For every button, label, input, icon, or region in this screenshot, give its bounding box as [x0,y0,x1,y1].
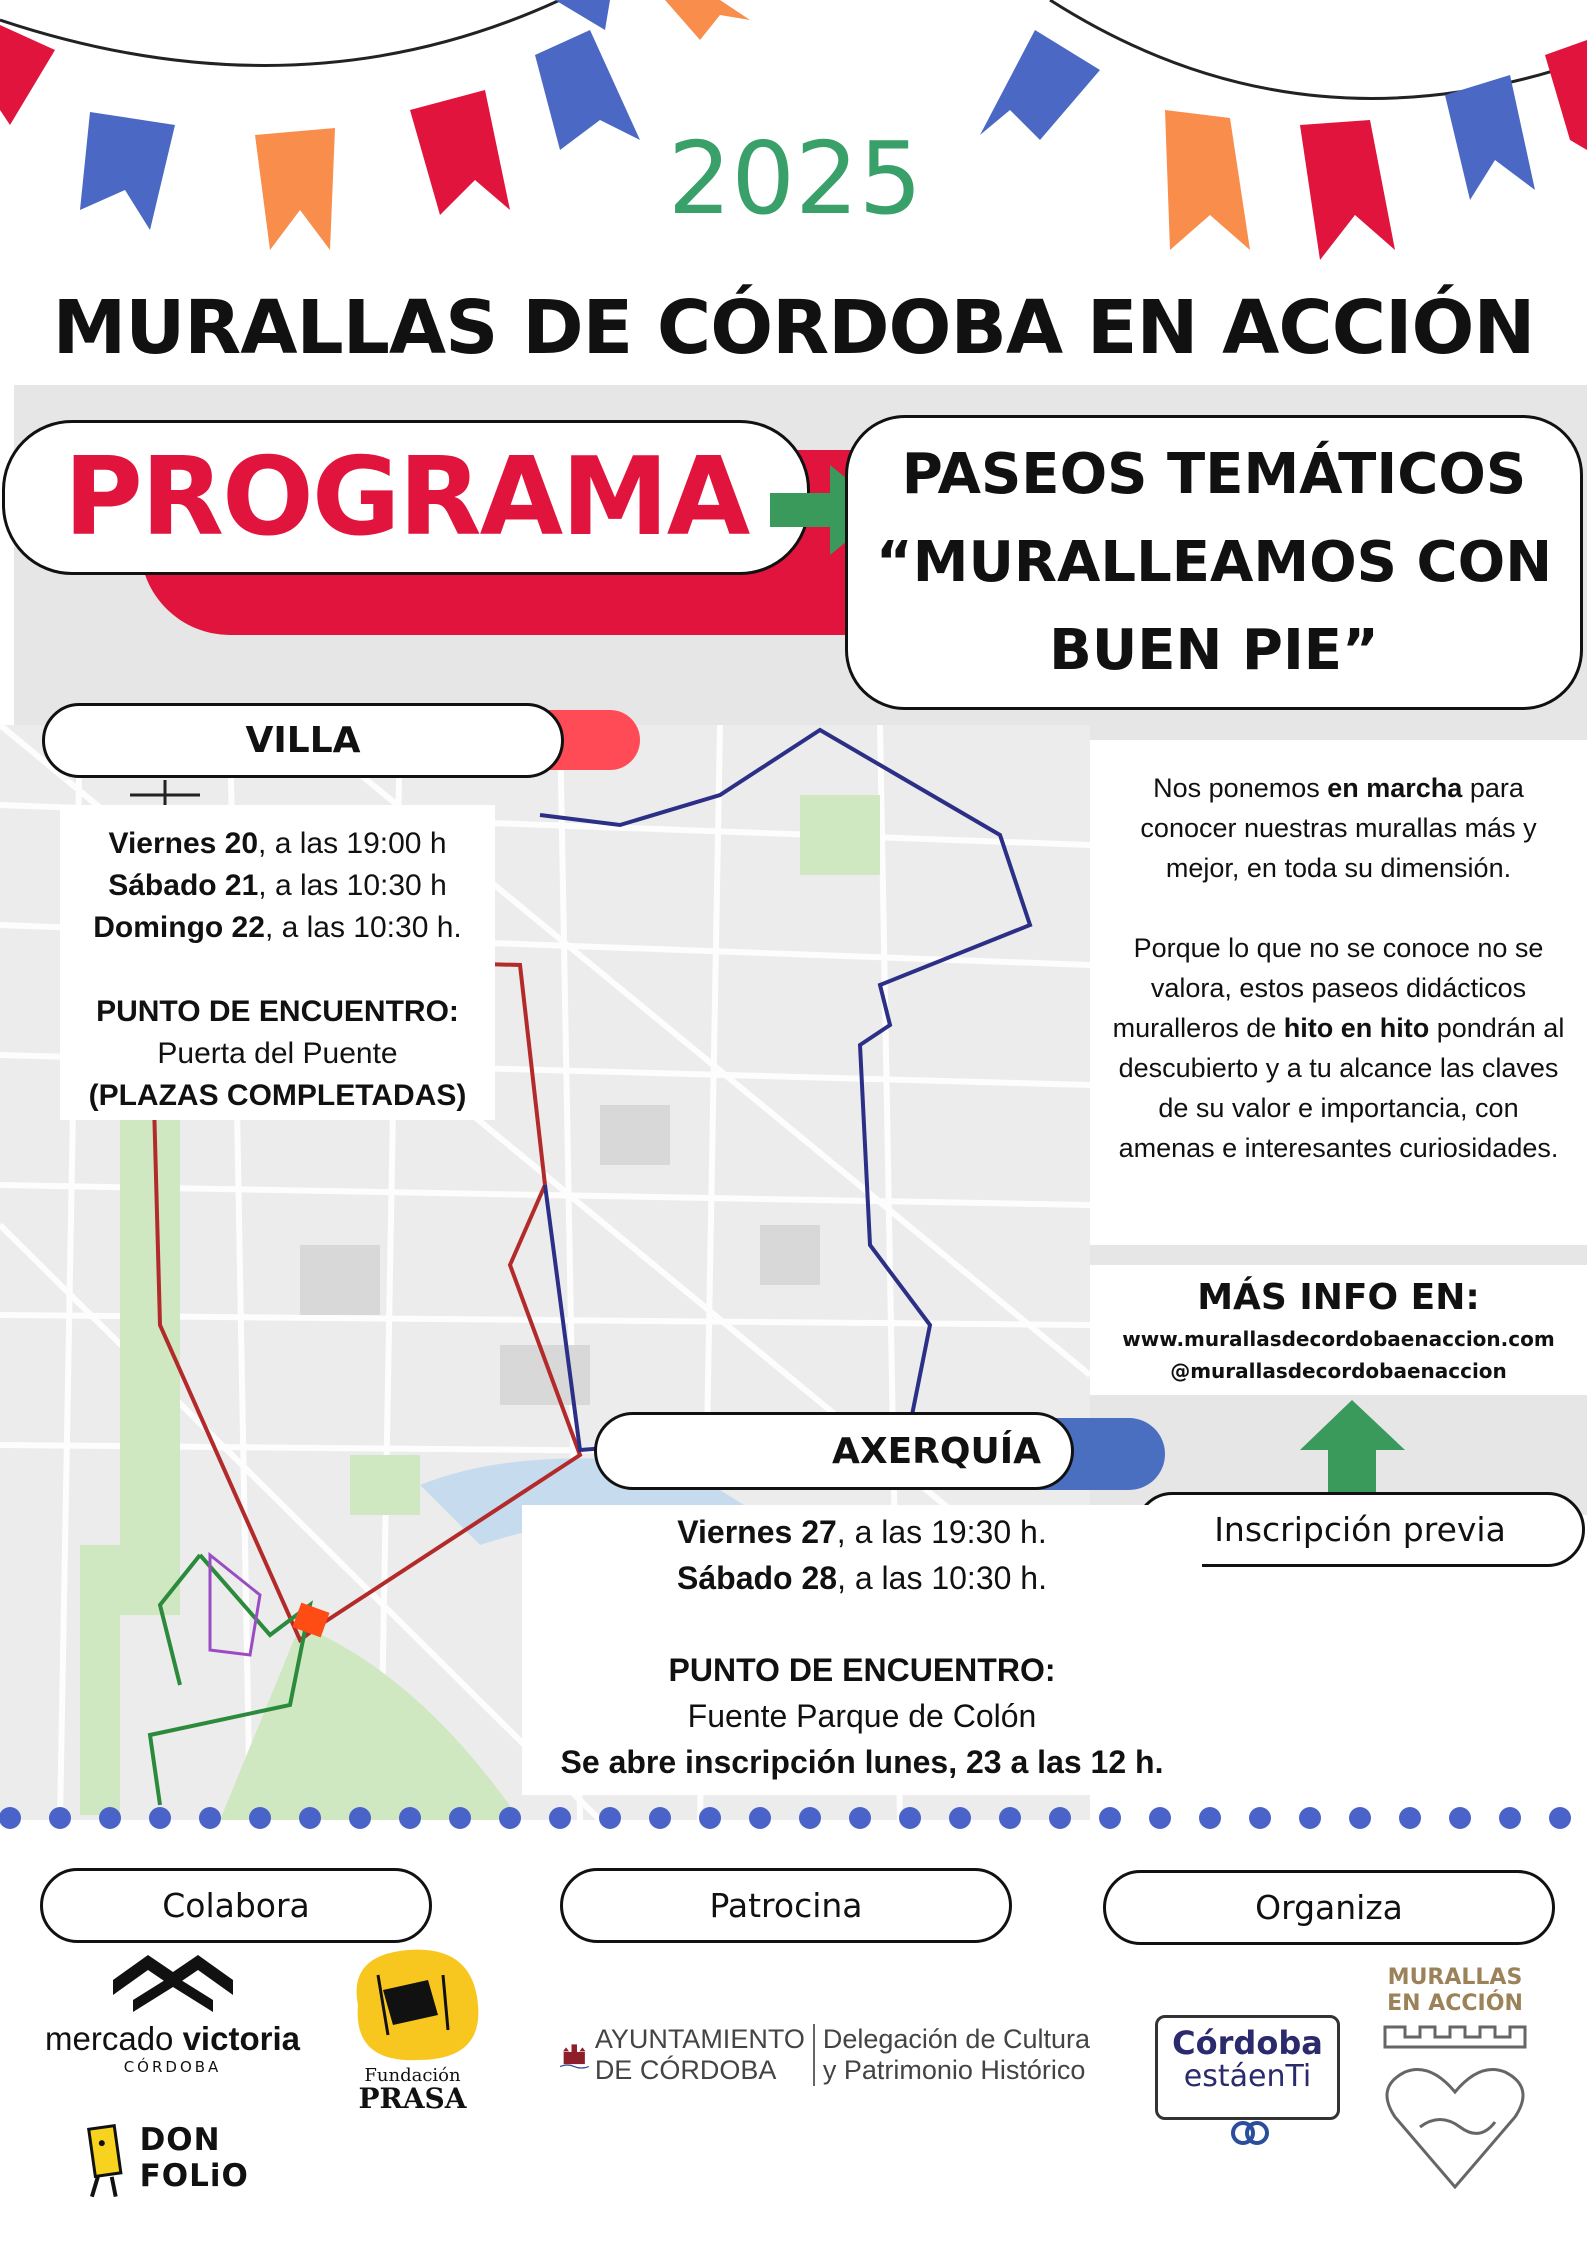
prasa-name-b: PRASA [358,2082,467,2115]
mercado-name-a: mercado [45,2020,174,2057]
axerquia-label: AXERQUÍA [831,1430,1041,1472]
description-paragraph-1: Nos ponemos en marcha para conocer nuestras murallas más y mejor, en toda su dimensión. [1140,773,1537,883]
mercado-city: CÓRDOBA [123,2058,222,2076]
more-info-box [1090,1265,1587,1395]
program-label-pill [2,420,810,575]
delegacion-name-a: Delegación de Cultura [822,2024,1090,2054]
walks-title-line3: BUEN PIE” [1049,617,1379,683]
more-info-social[interactable]: @murallasdecordobaenaccion [1170,1359,1507,1383]
patrocina-label: Patrocina [709,1886,863,1925]
prasa-name-a: Fundación [364,2065,461,2086]
villa-label-pill [42,703,564,778]
dotted-divider [0,1800,1587,1836]
axerquia-label-pill [594,1412,1074,1490]
villa-date-1: Viernes 20, a las 19:00 h [108,827,447,860]
villa-meeting-label: PUNTO DE ENCUENTRO: [96,995,459,1028]
axerquia-registration: Se abre inscripción lunes, 23 a las 12 h. [560,1744,1164,1780]
walks-title-pill [845,415,1583,710]
axerquia-meeting-label: PUNTO DE ENCUENTRO: [668,1652,1056,1688]
logo-cordoba-estaenti [1155,2015,1340,2120]
ayuntamiento-crest-icon [560,2005,589,2105]
more-info-website[interactable]: www.murallasdecordobaenaccion.com [1122,1327,1555,1351]
colabora-label: Colabora [162,1886,310,1925]
registration-note-pill [1135,1492,1585,1567]
ayuntamiento-name-b: DE CÓRDOBA [594,2055,777,2085]
logo-mercado-victoria [40,1950,305,2095]
villa-meeting-place: Puerta del Puente [157,1037,398,1070]
villa-date-2: Sábado 21, a las 10:30 h [108,869,447,902]
colabora-pill [40,1868,432,1943]
villa-info-box [60,805,495,1120]
description-box [1090,740,1587,1245]
organiza-label: Organiza [1255,1888,1403,1927]
axerquia-date-2: Sábado 28, a las 10:30 h. [677,1560,1047,1596]
arrow-up-icon [1300,1400,1405,1500]
more-info-title: MÁS INFO EN: [1197,1277,1480,1318]
description-paragraph-2: Porque lo que no se conoce no se valora, estos paseos didácticos muralleros de hito en hito pondrán al descubierto y a tu alcance las claves de su valor e importancia, con amenas e interesantes curiosidades. [1112,933,1565,1163]
villa-status: (PLAZAS COMPLETADAS) [88,1079,467,1112]
murallas-logo-name-b: EN ACCIÓN [1387,1991,1523,2016]
axerquia-meeting-place: Fuente Parque de Colón [687,1698,1037,1734]
page-title: MURALLAS DE CÓRDOBA EN ACCIÓN [52,285,1535,371]
walks-title-line2: “MURALLEAMOS CON [875,529,1553,595]
axerquia-date-1: Viernes 27, a las 19:30 h. [677,1514,1047,1550]
logo-murallas-en-accion [1365,1965,1545,2200]
estaenti-rings-icon [1225,2118,1275,2148]
axerquia-info-box [522,1505,1202,1795]
villa-date-3: Domingo 22, a las 10:30 h. [93,911,462,944]
registration-note: Inscripción previa [1214,1510,1506,1549]
wall-heart-icon [1370,2017,1540,2197]
logo-don-folio [80,2115,340,2200]
don-folio-name: DON FOLiO [139,2121,249,2194]
villa-label: VILLA [245,720,361,761]
mercado-victoria-mark-icon [108,1950,238,2020]
logo-ayuntamiento [560,2000,1090,2110]
delegacion-name-b: y Patrimonio Histórico [822,2055,1086,2085]
mercado-name-b: victoria [182,2020,300,2057]
patrocina-pill [560,1868,1012,1943]
program-label: PROGRAMA [63,435,749,560]
year: 2025 [667,120,923,237]
murallas-logo-name-a: MURALLAS [1387,1965,1523,1990]
don-folio-mascot-icon [80,2115,130,2200]
prasa-mark-icon [338,1945,488,2065]
logo-fundacion-prasa [335,1945,490,2125]
walks-title-line1: PASEOS TEMÁTICOS [901,441,1527,507]
estaenti-name-b: estáenTi [1183,2059,1312,2094]
organiza-pill [1103,1870,1555,1945]
estaenti-name-a: Córdoba [1172,2024,1323,2062]
ayuntamiento-name-a: AYUNTAMIENTO [594,2024,805,2054]
